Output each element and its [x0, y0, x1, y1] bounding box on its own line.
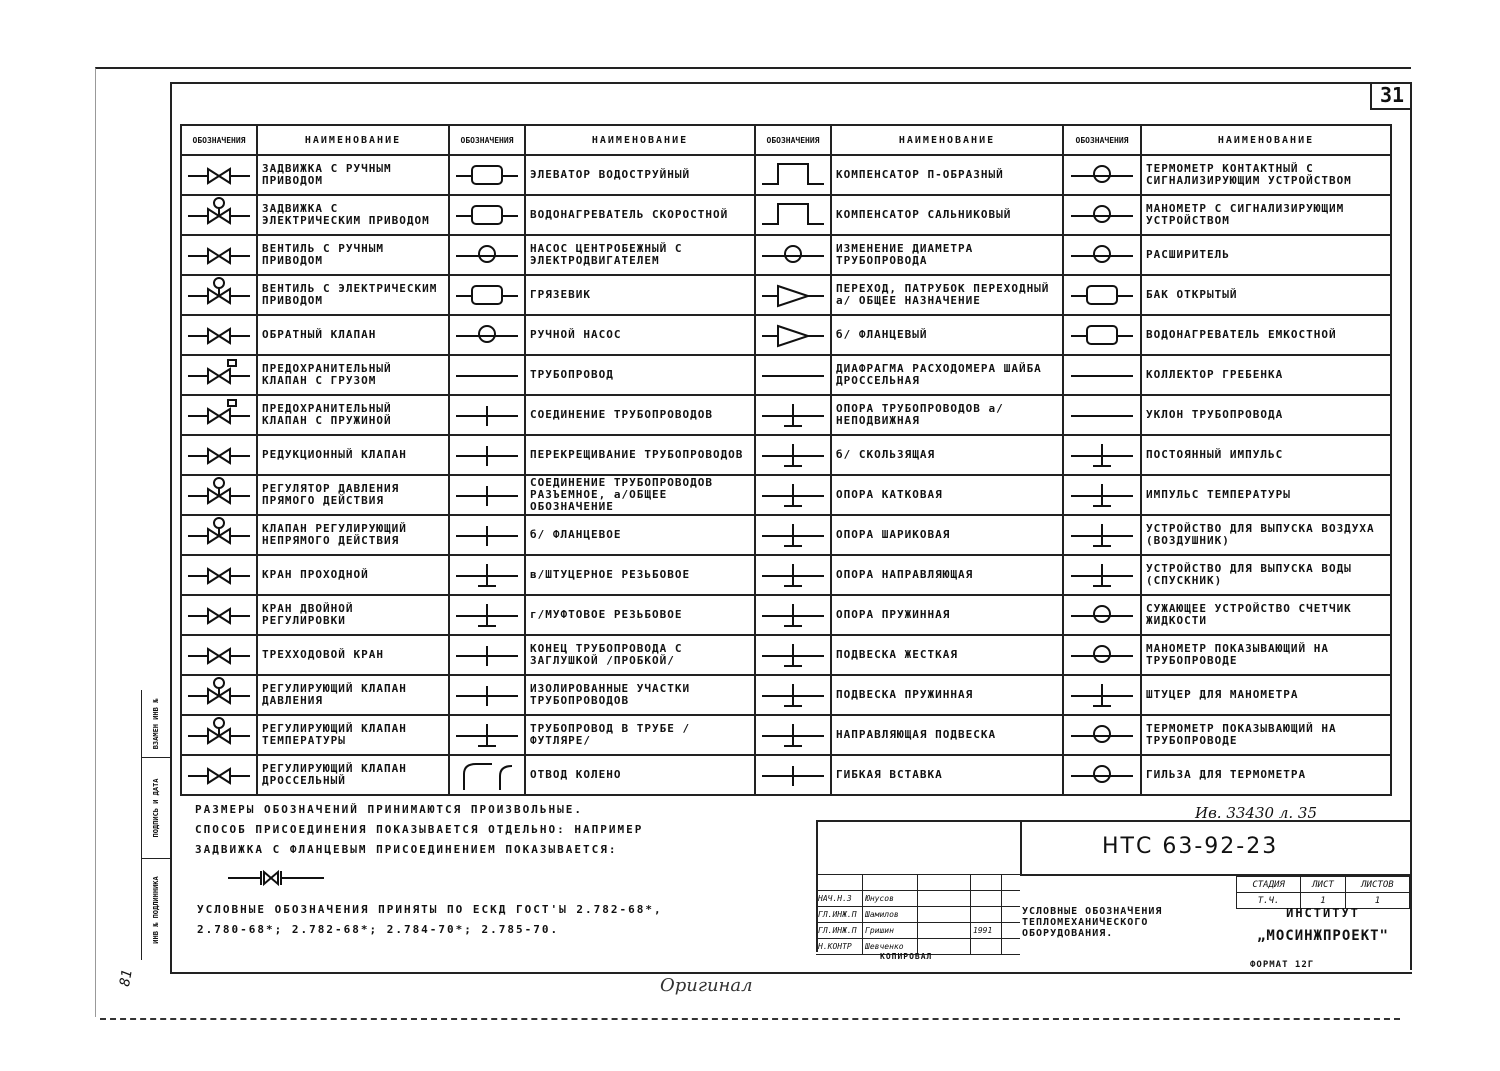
symbol-name: РЕДУКЦИОННЫЙ КЛАПАН: [257, 435, 449, 475]
symbol-name: ТЕРМОМЕТР ПОКАЗЫВАЮЩИЙ НА ТРУБОПРОВОДЕ: [1141, 715, 1391, 755]
institute-name: „МОСИНЖПРОЕКТ": [1256, 928, 1389, 944]
symbol-name: РАСШИРИТЕЛЬ: [1141, 235, 1391, 275]
side-stamp-label: ИНВ № ПОДЛИННИКА: [152, 875, 160, 944]
gland-compensator-icon: [755, 195, 831, 235]
sliding-support-icon: [755, 435, 831, 475]
symbol-name: ГИЛЬЗА ДЛЯ ТЕРМОМЕТРА: [1141, 755, 1391, 795]
symbol-name: ШТУЦЕР ДЛЯ МАНОМЕТРА: [1141, 675, 1391, 715]
signature-grid: [816, 874, 1020, 950]
archive-handnote: Ив. 33430 л. 35: [1195, 804, 1318, 822]
signer-role: Н.КОНТР: [816, 939, 863, 954]
symbol-name: РЕГУЛИРУЮЩИЙ КЛАПАН ДАВЛЕНИЯ: [257, 675, 449, 715]
expander-icon: [1063, 235, 1141, 275]
original-stamp: Оригинал: [660, 975, 753, 996]
legend-row: [181, 475, 1391, 515]
legend-row: [181, 395, 1391, 435]
designation-header: ОБОЗНАЧЕНИЯ: [1063, 125, 1141, 155]
water-drain-icon: [1063, 555, 1141, 595]
sheet-value: 1: [1301, 893, 1346, 909]
signer-name: Гришин: [863, 923, 918, 938]
sleeve-threaded-icon: [449, 595, 525, 635]
guide-hanger-icon: [755, 715, 831, 755]
temperature-regulating-valve-icon: [181, 715, 257, 755]
symbol-name: в/ШТУЦЕРНОЕ РЕЗЬБОВОЕ: [525, 555, 755, 595]
symbol-name: СУЖАЮЩЕЕ УСТРОЙСТВО СЧЕТЧИК ЖИДКОСТИ: [1141, 595, 1391, 635]
symbol-name: РЕГУЛИРУЮЩИЙ КЛАПАН ДРОССЕЛЬНЫЙ: [257, 755, 449, 795]
flanged-gate-valve-example-icon: [228, 868, 328, 892]
spring-support-icon: [755, 595, 831, 635]
side-stamp-label: ПОДПИСЬ И ДАТА: [152, 778, 160, 838]
gate-valve-electric-icon: [181, 195, 257, 235]
symbol-name: ЗАДВИЖКА С РУЧНЫМ ПРИВОДОМ: [257, 155, 449, 195]
three-way-cock-icon: [181, 635, 257, 675]
legend-row: [181, 715, 1391, 755]
symbol-name: СОЕДИНЕНИЕ ТРУБОПРОВОДОВ: [525, 395, 755, 435]
legend-row: [181, 195, 1391, 235]
stage-value: Т.Ч.: [1237, 893, 1301, 909]
storage-water-heater-icon: [1063, 315, 1141, 355]
flow-meter-icon: [1063, 595, 1141, 635]
note-line: ЗАДВИЖКА С ФЛАНЦЕВЫМ ПРИСОЕДИНЕНИЕМ ПОКАЗЫВАЕТСЯ:: [195, 843, 618, 856]
symbol-name: ТРУБОПРОВОД: [525, 355, 755, 395]
format-label: ФОРМАТ 12Г: [1250, 960, 1315, 970]
symbol-name: ВЕНТИЛЬ С ЭЛЕКТРИЧЕСКИМ ПРИВОДОМ: [257, 275, 449, 315]
symbol-name: РУЧНОЙ НАСОС: [525, 315, 755, 355]
symbol-name: ЗАДВИЖКА С ЭЛЕКТРИЧЕСКИМ ПРИВОДОМ: [257, 195, 449, 235]
side-stamp: [141, 690, 171, 960]
symbol-name: ПРЕДОХРАНИТЕЛЬНЫЙ КЛАПАН С ПРУЖИНОЙ: [257, 395, 449, 435]
symbol-name: ПОСТОЯННЫЙ ИМПУЛЬС: [1141, 435, 1391, 475]
symbol-name: ГИБКАЯ ВСТАВКА: [831, 755, 1063, 795]
pressure-regulating-valve-icon: [181, 675, 257, 715]
name-header: НАИМЕНОВАНИЕ: [257, 125, 449, 155]
thermometer-sleeve-icon: [1063, 755, 1141, 795]
flange-joint-icon: [449, 515, 525, 555]
symbol-name: ТРУБОПРОВОД В ТРУБЕ /ФУТЛЯРЕ/: [525, 715, 755, 755]
symbol-name: ОТВОД КОЛЕНО: [525, 755, 755, 795]
designation-header: ОБОЗНАЧЕНИЯ: [755, 125, 831, 155]
temperature-impulse-icon: [1063, 475, 1141, 515]
symbol-name: б/ ФЛАНЦЕВОЕ: [525, 515, 755, 555]
pipe-crossing-icon: [449, 435, 525, 475]
symbol-name: СОЕДИНЕНИЕ ТРУБОПРОВОДОВ РАЗЪЕМНОЕ, а/ОБЩЕЕ ОБОЗНАЧЕНИЕ: [525, 475, 755, 515]
symbol-legend-table: [180, 124, 1392, 796]
safety-valve-weight-icon: [181, 355, 257, 395]
signal-manometer-icon: [1063, 195, 1141, 235]
manifold-comb-icon: [1063, 355, 1141, 395]
symbol-name: ПОДВЕСКА ЖЕСТКАЯ: [831, 635, 1063, 675]
pipe-joint-icon: [449, 395, 525, 435]
open-tank-icon: [1063, 275, 1141, 315]
symbol-name: КРАН ДВОЙНОЙ РЕГУЛИРОВКИ: [257, 595, 449, 635]
symbol-name: ГРЯЗЕВИК: [525, 275, 755, 315]
designation-header: ОБОЗНАЧЕНИЯ: [449, 125, 525, 155]
symbol-name: б/ СКОЛЬЗЯЩАЯ: [831, 435, 1063, 475]
corner-mark: 81: [117, 968, 136, 988]
diameter-change-icon: [755, 235, 831, 275]
symbol-name: ДИАФРАГМА РАСХОДОМЕРА ШАЙБА ДРОССЕЛЬНАЯ: [831, 355, 1063, 395]
signer-role: ГЛ.ИНЖ.П: [816, 923, 863, 938]
u-compensator-icon: [755, 155, 831, 195]
sign-date: 1991: [971, 923, 1002, 938]
hand-pump-icon: [449, 315, 525, 355]
indirect-regulating-valve-icon: [181, 515, 257, 555]
elbow-bend-icon: [449, 755, 525, 795]
symbol-name: ОПОРА НАПРАВЛЯЮЩАЯ: [831, 555, 1063, 595]
sheet-label: ЛИСТ: [1301, 877, 1346, 893]
guide-support-icon: [755, 555, 831, 595]
note-line: СПОСОБ ПРИСОЕДИНЕНИЯ ПОКАЗЫВАЕТСЯ ОТДЕЛЬНО: НАПРИМЕР: [195, 823, 644, 836]
ball-support-icon: [755, 515, 831, 555]
symbol-name: ПЕРЕХОД, ПАТРУБОК ПЕРЕХОДНЫЙ а/ ОБЩЕЕ НАЗНАЧЕНИЕ: [831, 275, 1063, 315]
symbol-name: РЕГУЛЯТОР ДАВЛЕНИЯ ПРЯМОГО ДЕЙСТВИЯ: [257, 475, 449, 515]
side-stamp-label: ВЗАМЕН ИНВ №: [152, 698, 160, 749]
pipe-end-plug-icon: [449, 635, 525, 675]
symbol-name: НАПРАВЛЯЮЩАЯ ПОДВЕСКА: [831, 715, 1063, 755]
symbol-name: г/МУФТОВОЕ РЕЗЬБОВОЕ: [525, 595, 755, 635]
legend-row: [181, 755, 1391, 795]
symbol-name: ЭЛЕВАТОР ВОДОСТРУЙНЫЙ: [525, 155, 755, 195]
check-valve-icon: [181, 315, 257, 355]
gost-line: УСЛОВНЫЕ ОБОЗНАЧЕНИЯ ПРИНЯТЫ ПО ЕСКД ГОСТ'Ы 2.782-68*,: [197, 903, 663, 916]
symbol-name: КЛАПАН РЕГУЛИРУЮЩИЙ НЕПРЯМОГО ДЕЙСТВИЯ: [257, 515, 449, 555]
legend-row: [181, 515, 1391, 555]
valve-manual-icon: [181, 235, 257, 275]
symbol-name: БАК ОТКРЫТЫЙ: [1141, 275, 1391, 315]
direct-pressure-regulator-icon: [181, 475, 257, 515]
symbol-name: ОПОРА КАТКОВАЯ: [831, 475, 1063, 515]
symbol-name: ПОДВЕСКА ПРУЖИННАЯ: [831, 675, 1063, 715]
contact-thermometer-icon: [1063, 155, 1141, 195]
pipe-slope-icon: [1063, 395, 1141, 435]
symbol-name: ОПОРА ПРУЖИННАЯ: [831, 595, 1063, 635]
symbol-name: РЕГУЛИРУЮЩИЙ КЛАПАН ТЕМПЕРАТУРЫ: [257, 715, 449, 755]
symbol-name: УКЛОН ТРУБОПРОВОДА: [1141, 395, 1391, 435]
symbol-name: УСТРОЙСТВО ДЛЯ ВЫПУСКА ВОДЫ (СПУСКНИК): [1141, 555, 1391, 595]
gate-valve-manual-icon: [181, 155, 257, 195]
legend-row: [181, 355, 1391, 395]
pipeline-icon: [449, 355, 525, 395]
drawing-code: НТС 63-92-23: [1102, 834, 1279, 859]
institute-label: ИНСТИТУТ: [1286, 906, 1360, 920]
symbol-name: КОНЕЦ ТРУБОПРОВОДА С ЗАГЛУШКОЙ /ПРОБКОЙ/: [525, 635, 755, 675]
notes: [195, 800, 795, 860]
sheet-number: 31: [1370, 82, 1412, 110]
flanged-reducer-icon: [755, 315, 831, 355]
centrifugal-pump-icon: [449, 235, 525, 275]
designation-header: ОБОЗНАЧЕНИЯ: [181, 125, 257, 155]
sheets-value: 1: [1345, 893, 1409, 909]
symbol-name: КОМПЕНСАТОР САЛЬНИКОВЫЙ: [831, 195, 1063, 235]
signer-role: ГЛ.ИНЖ.П: [816, 907, 863, 922]
symbol-name: МАНОМЕТР ПОКАЗЫВАЮЩИЙ НА ТРУБОПРОВОДЕ: [1141, 635, 1391, 675]
mud-trap-icon: [449, 275, 525, 315]
rigid-hanger-icon: [755, 635, 831, 675]
symbol-name: ПРЕДОХРАНИТЕЛЬНЫЙ КЛАПАН С ГРУЗОМ: [257, 355, 449, 395]
gost-line: 2.780-68*; 2.782-68*; 2.784-70*; 2.785-70.: [197, 923, 560, 936]
instant-water-heater-icon: [449, 195, 525, 235]
threaded-fitting-icon: [449, 555, 525, 595]
symbol-name: МАНОМЕТР С СИГНАЛИЗИРУЮЩИМ УСТРОЙСТВОМ: [1141, 195, 1391, 235]
legend-row: [181, 235, 1391, 275]
legend-header-row: [181, 125, 1391, 155]
symbol-name: ИМПУЛЬС ТЕМПЕРАТУРЫ: [1141, 475, 1391, 515]
gost-reference: [197, 900, 797, 940]
sheets-label: ЛИСТОВ: [1345, 877, 1409, 893]
name-header: НАИМЕНОВАНИЕ: [1141, 125, 1391, 155]
symbol-name: ОПОРА ШАРИКОВАЯ: [831, 515, 1063, 555]
symbol-name: ОБРАТНЫЙ КЛАПАН: [257, 315, 449, 355]
pipe-thermometer-icon: [1063, 715, 1141, 755]
legend-row: [181, 635, 1391, 675]
symbol-name: КРАН ПРОХОДНОЙ: [257, 555, 449, 595]
pipe-in-sleeve-icon: [449, 715, 525, 755]
legend-row: [181, 315, 1391, 355]
symbol-name: КОМПЕНСАТОР П-ОБРАЗНЫЙ: [831, 155, 1063, 195]
roller-support-icon: [755, 475, 831, 515]
note-line: РАЗМЕРЫ ОБОЗНАЧЕНИЙ ПРИНИМАЮТСЯ ПРОИЗВОЛЬНЫЕ.: [195, 803, 584, 816]
symbol-name: ИЗМЕНЕНИЕ ДИАМЕТРА ТРУБОПРОВОДА: [831, 235, 1063, 275]
symbol-name: б/ ФЛАНЦЕВЫЙ: [831, 315, 1063, 355]
signer-name: Шевченко: [863, 939, 918, 954]
water-jet-elevator-icon: [449, 155, 525, 195]
name-header: НАИМЕНОВАНИЕ: [525, 125, 755, 155]
fixed-support-icon: [755, 395, 831, 435]
insulated-section-icon: [449, 675, 525, 715]
legend-row: [181, 555, 1391, 595]
detachable-joint-icon: [449, 475, 525, 515]
orifice-plate-icon: [755, 355, 831, 395]
pipe-manometer-icon: [1063, 635, 1141, 675]
air-vent-icon: [1063, 515, 1141, 555]
reducing-valve-icon: [181, 435, 257, 475]
spring-hanger-icon: [755, 675, 831, 715]
gauge-fitting-icon: [1063, 675, 1141, 715]
stage-label: СТАДИЯ: [1237, 877, 1301, 893]
symbol-name: УСТРОЙСТВО ДЛЯ ВЫПУСКА ВОЗДУХА (ВОЗДУШНИК): [1141, 515, 1391, 555]
valve-electric-icon: [181, 275, 257, 315]
symbol-name: ПЕРЕКРЕЩИВАНИЕ ТРУБОПРОВОДОВ: [525, 435, 755, 475]
straight-cock-icon: [181, 555, 257, 595]
drawing-code-cell: [1020, 820, 1412, 876]
trim-line: [100, 1018, 1400, 1020]
symbol-name: ВОДОНАГРЕВАТЕЛЬ СКОРОСТНОЙ: [525, 195, 755, 235]
symbol-name: ИЗОЛИРОВАННЫЕ УЧАСТКИ ТРУБОПРОВОДОВ: [525, 675, 755, 715]
throttle-valve-icon: [181, 755, 257, 795]
name-header: НАИМЕНОВАНИЕ: [831, 125, 1063, 155]
double-adjust-cock-icon: [181, 595, 257, 635]
symbol-name: НАСОС ЦЕНТРОБЕЖНЫЙ С ЭЛЕКТРОДВИГАТЕЛЕМ: [525, 235, 755, 275]
copied-label: КОПИРОВАЛ: [880, 952, 933, 961]
safety-valve-spring-icon: [181, 395, 257, 435]
symbol-name: КОЛЛЕКТОР ГРЕБЕНКА: [1141, 355, 1391, 395]
flexible-insert-icon: [755, 755, 831, 795]
constant-impulse-icon: [1063, 435, 1141, 475]
symbol-name: ТЕРМОМЕТР КОНТАКТНЫЙ С СИГНАЛИЗИРУЮЩИМ УСТРОЙСТВОМ: [1141, 155, 1391, 195]
legend-row: [181, 435, 1391, 475]
symbol-name: ТРЕХХОДОВОЙ КРАН: [257, 635, 449, 675]
symbol-name: ОПОРА ТРУБОПРОВОДОВ а/ НЕПОДВИЖНАЯ: [831, 395, 1063, 435]
legend-row: [181, 595, 1391, 635]
symbol-name: ВЕНТИЛЬ С РУЧНЫМ ПРИВОДОМ: [257, 235, 449, 275]
stage-table: [1236, 876, 1410, 909]
signer-name: Юнусов: [863, 891, 918, 906]
legend-row: [181, 675, 1391, 715]
drawing-title: УСЛОВНЫЕ ОБОЗНАЧЕНИЯ ТЕПЛОМЕХАНИЧЕСКОГО ОБОРУДОВАНИЯ.: [1022, 906, 1163, 939]
legend-row: [181, 155, 1391, 195]
symbol-name: ВОДОНАГРЕВАТЕЛЬ ЕМКОСТНОЙ: [1141, 315, 1391, 355]
signer-role: НАЧ.Н.З: [816, 891, 863, 906]
legend-row: [181, 275, 1391, 315]
reducer-icon: [755, 275, 831, 315]
signer-name: Шамилов: [863, 907, 918, 922]
